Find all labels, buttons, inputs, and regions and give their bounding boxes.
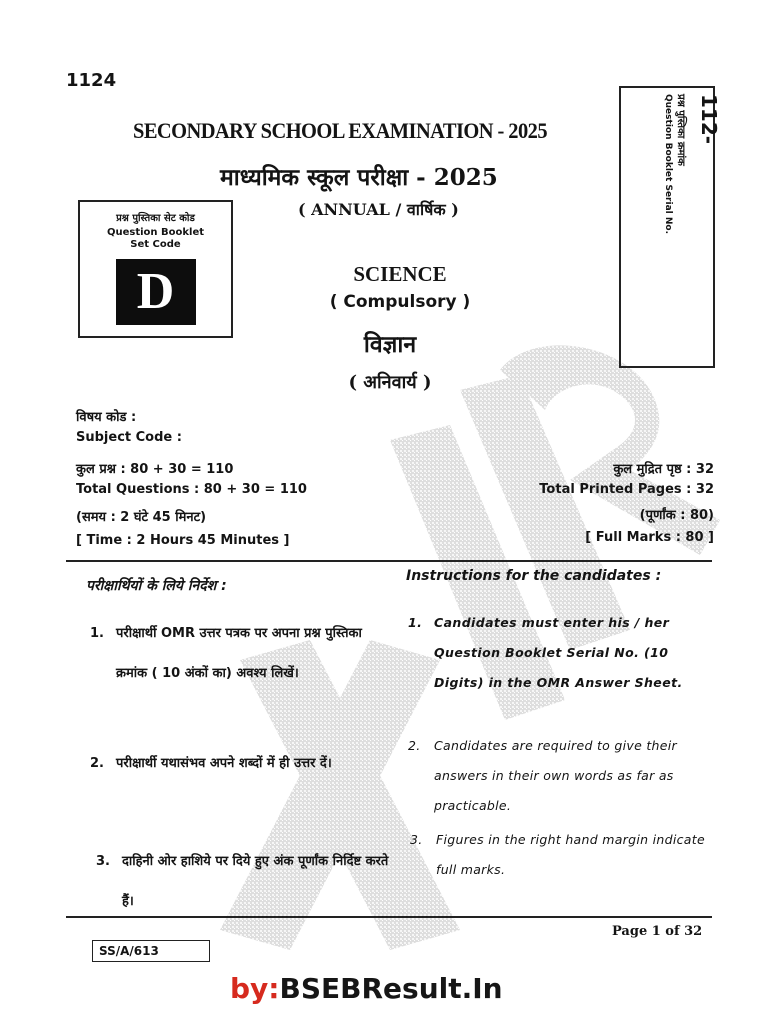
source-watermark bbox=[230, 972, 503, 1005]
instruction-hi-3 bbox=[96, 842, 396, 922]
instruction-en-1-num: 1. bbox=[408, 615, 423, 630]
printed-pages-hi: कुल मुद्रित पृष्ठ : 32 bbox=[613, 462, 714, 477]
instruction-hi-2 bbox=[90, 744, 395, 784]
full-marks-en: [ Full Marks : 80 ] bbox=[585, 530, 714, 545]
instruction-en-3-num: 3. bbox=[410, 832, 423, 847]
source-site: BSEBResult.In bbox=[279, 972, 503, 1005]
serial-prefix: 112- bbox=[697, 94, 721, 145]
instruction-hi-1-text: परीक्षार्थी OMR उत्तर पत्रक पर अपना प्रश्न पुस्तिका क्रमांक ( 10 अंकों का) अवश्य लिखें। bbox=[116, 626, 362, 681]
instruction-en-2 bbox=[408, 731, 706, 821]
instructions-heading-en: Instructions for the candidates : bbox=[406, 568, 662, 584]
serial-label-hi: प्रश्न पुस्तिका क्रमांक bbox=[675, 94, 686, 166]
serial-label-en: Question Booklet Serial No. bbox=[663, 94, 673, 235]
subject-sub-hi: ( अनिवार्य ) bbox=[348, 372, 432, 393]
divider-bottom bbox=[66, 916, 712, 918]
total-questions-en: Total Questions : 80 + 30 = 110 bbox=[76, 482, 307, 497]
time-en: [ Time : 2 Hours 45 Minutes ] bbox=[76, 533, 290, 548]
subject-code-hi: विषय कोड : bbox=[76, 410, 137, 425]
full-marks-hi: (पूर्णांक : 80) bbox=[639, 508, 714, 523]
subject-sub-en: ( Compulsory ) bbox=[329, 292, 471, 312]
instruction-en-2-text: Candidates are required to give their answers in their own words as far as practicable. bbox=[434, 738, 677, 813]
set-code-label-en-2: Set Code bbox=[130, 239, 181, 250]
instruction-hi-2-text: परीक्षार्थी यथासंभव अपने शब्दों में ही उत्तर दें। bbox=[116, 756, 332, 771]
instruction-hi-2-num: 2. bbox=[90, 756, 104, 771]
total-questions-hi: कुल प्रश्न : 80 + 30 = 110 bbox=[76, 462, 234, 477]
paper-code-number: 1124 bbox=[66, 70, 117, 91]
set-code-label-en-1: Question Booklet bbox=[106, 227, 205, 238]
instruction-en-2-num: 2. bbox=[408, 738, 421, 753]
set-code-box bbox=[78, 200, 233, 338]
printed-pages-en: Total Printed Pages : 32 bbox=[539, 482, 714, 497]
booklet-serial-box bbox=[619, 86, 721, 368]
footer-paper-code: SS/A/613 bbox=[92, 940, 210, 962]
source-prefix: by: bbox=[230, 972, 280, 1005]
instruction-hi-1-num: 1. bbox=[90, 626, 104, 641]
set-code-letter: D bbox=[116, 259, 196, 325]
divider-top bbox=[66, 560, 712, 562]
instruction-hi-1 bbox=[90, 614, 395, 694]
instruction-en-3 bbox=[410, 825, 708, 885]
serial-rotated-text bbox=[663, 94, 721, 234]
instruction-en-1 bbox=[408, 608, 706, 698]
subject-name-hi: विज्ञान bbox=[363, 331, 417, 358]
instruction-hi-3-text: दाहिनी ओर हाशिये पर दिये हुए अंक पूर्णांक निर्दिष्ट करते हैं। bbox=[122, 854, 389, 909]
exam-type: ( ANNUAL / वार्षिक ) bbox=[298, 200, 459, 219]
instruction-en-3-text: Figures in the right hand margin indicate full marks. bbox=[436, 832, 705, 877]
instructions-heading-hi: परीक्षार्थियों के लिये निर्देश : bbox=[86, 578, 227, 594]
exam-title-hi: माध्यमिक स्कूल परीक्षा - 2025 bbox=[220, 164, 498, 191]
instruction-en-1-text: Candidates must enter his / her Question Booklet Serial No. (10 Digits) in the OMR Answer Sheet. bbox=[434, 615, 683, 690]
subject-name-en: SCIENCE bbox=[353, 262, 447, 286]
exam-title-en: SECONDARY SCHOOL EXAMINATION - 2025 bbox=[133, 118, 548, 143]
set-code-label-hi: प्रश्न पुस्तिका सेट कोड bbox=[116, 213, 195, 224]
page-number: Page 1 of 32 bbox=[612, 924, 703, 939]
instruction-hi-3-num: 3. bbox=[96, 854, 110, 869]
time-hi: (समय : 2 घंटे 45 मिनट) bbox=[76, 510, 207, 525]
subject-code-en: Subject Code : bbox=[76, 430, 182, 445]
